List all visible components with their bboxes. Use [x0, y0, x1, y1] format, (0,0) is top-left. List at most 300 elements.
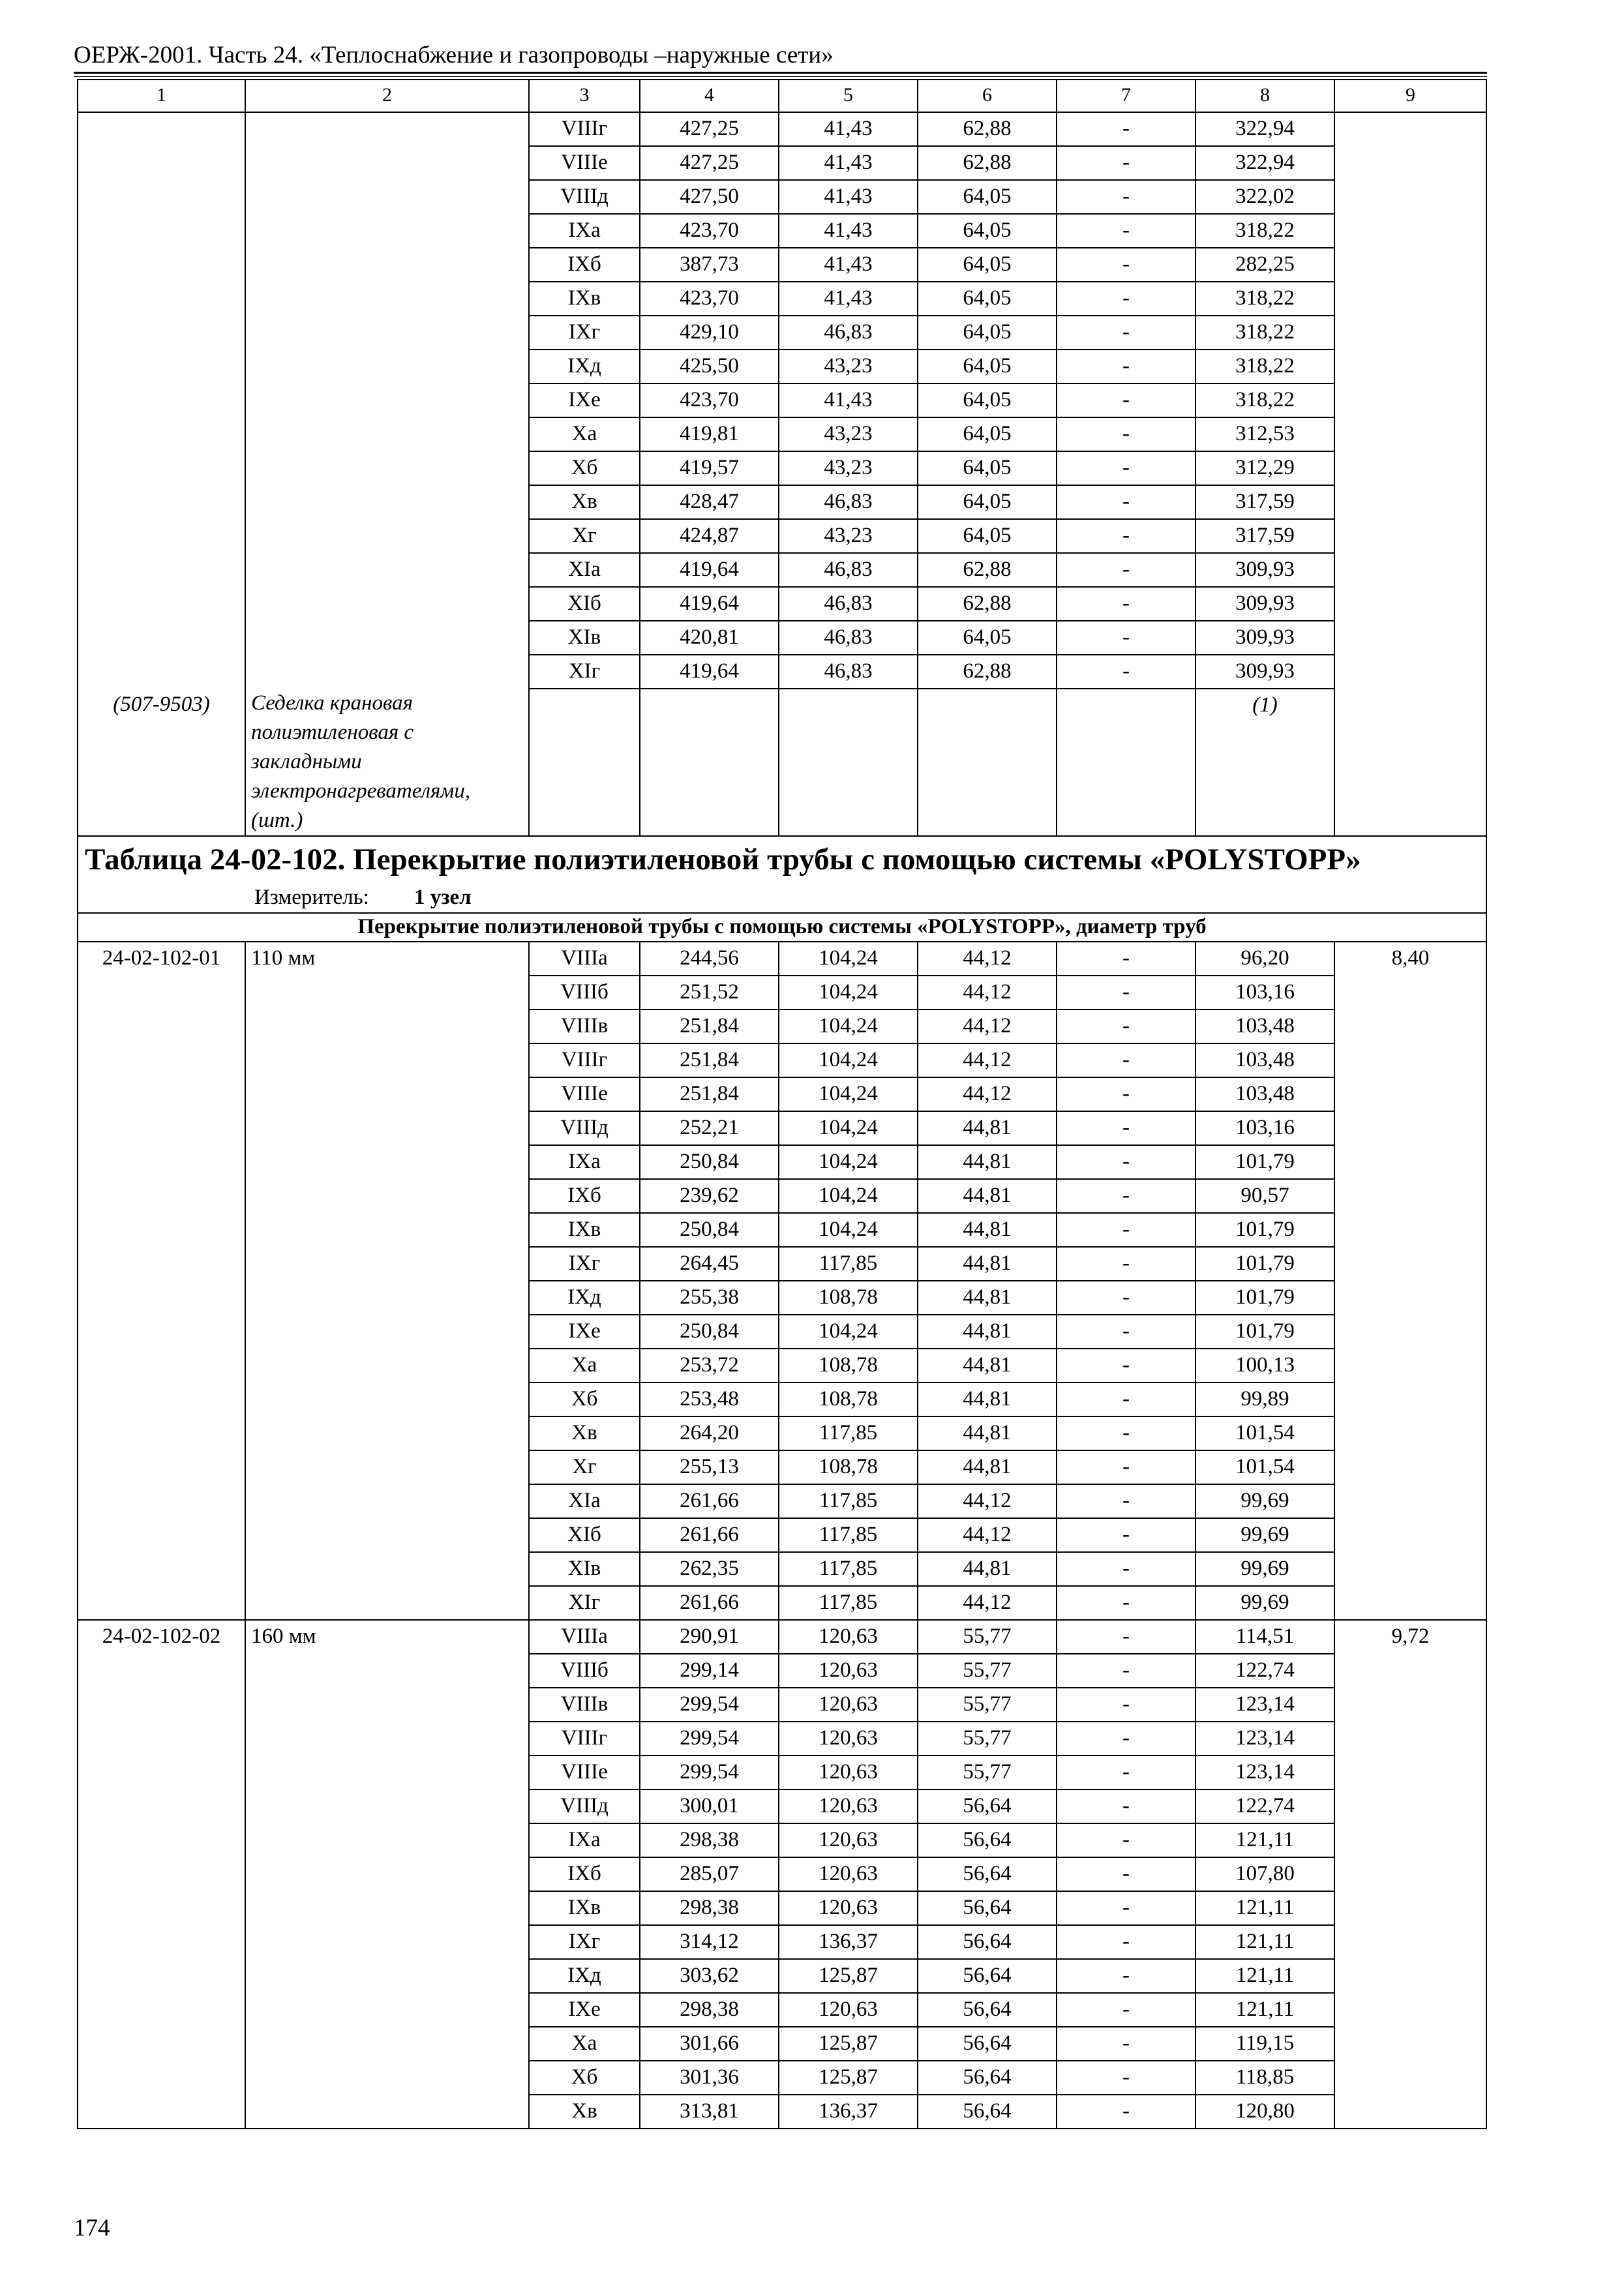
- name-cell: [245, 1315, 529, 1349]
- value-cell: 314,12: [640, 1925, 779, 1959]
- value-cell: -: [1057, 1620, 1195, 1654]
- column-number: 4: [640, 80, 779, 112]
- col9-cell: [1334, 2095, 1486, 2129]
- value-cell: -: [1057, 1349, 1195, 1383]
- value-cell: 299,54: [640, 1756, 779, 1789]
- column-number: 7: [1057, 80, 1195, 112]
- value-cell: 44,81: [918, 1552, 1057, 1586]
- col9-cell: [1334, 1010, 1486, 1043]
- value-cell: 318,22: [1195, 214, 1334, 248]
- value-cell: VIIIд: [529, 1789, 640, 1823]
- table-title-row: [78, 836, 1486, 884]
- col9-cell: [1334, 1416, 1486, 1450]
- name-cell: [245, 451, 529, 485]
- col9-cell: [1334, 519, 1486, 553]
- table-row: [78, 1043, 1486, 1077]
- value-cell: -: [1057, 146, 1195, 180]
- value-cell: 318,22: [1195, 350, 1334, 383]
- value-cell: 104,24: [779, 1213, 918, 1247]
- value-cell: 125,87: [779, 2027, 918, 2061]
- value-cell: -: [1057, 1688, 1195, 1722]
- value-cell: 99,69: [1195, 1484, 1334, 1518]
- value-cell: 101,79: [1195, 1281, 1334, 1315]
- col9-cell: [1334, 655, 1486, 689]
- name-cell: [245, 1518, 529, 1552]
- table-row: [78, 1552, 1486, 1586]
- value-cell: -: [1057, 1722, 1195, 1756]
- name-cell: 160 мм: [245, 1620, 529, 1654]
- value-cell: 44,81: [918, 1213, 1057, 1247]
- name-cell: [245, 1925, 529, 1959]
- code-cell: [78, 146, 245, 180]
- code-cell: [78, 621, 245, 655]
- value-cell: 309,93: [1195, 587, 1334, 621]
- code-cell: [78, 1688, 245, 1722]
- value-cell: -: [1057, 1654, 1195, 1688]
- code-cell: [78, 1383, 245, 1416]
- value-cell: -: [1057, 1789, 1195, 1823]
- value-cell: 44,12: [918, 1010, 1057, 1043]
- value-cell: 100,13: [1195, 1349, 1334, 1383]
- column-number: 6: [918, 80, 1057, 112]
- col9-cell: [1334, 1518, 1486, 1552]
- col9-cell: [1334, 350, 1486, 383]
- name-cell: [245, 553, 529, 587]
- table-row: [78, 621, 1486, 655]
- table-row: [78, 1823, 1486, 1857]
- value-cell: 103,48: [1195, 1077, 1334, 1111]
- value-cell: 64,05: [918, 383, 1057, 417]
- name-cell: [245, 2027, 529, 2061]
- value-cell: 64,05: [918, 180, 1057, 214]
- value-cell: 64,05: [918, 316, 1057, 350]
- name-cell: [245, 180, 529, 214]
- value-cell: 103,48: [1195, 1043, 1334, 1077]
- value-cell: 125,87: [779, 2061, 918, 2095]
- header-rule: [74, 72, 1487, 74]
- table-row: [78, 2061, 1486, 2095]
- table-row: [78, 942, 1486, 976]
- table-row: [78, 587, 1486, 621]
- value-cell: 125,87: [779, 1959, 918, 1993]
- code-cell: [78, 2027, 245, 2061]
- value-cell: 120,80: [1195, 2095, 1334, 2129]
- value-cell: 117,85: [779, 1484, 918, 1518]
- value-cell: -: [1057, 976, 1195, 1010]
- table-row: [78, 1789, 1486, 1823]
- table-row: [78, 1722, 1486, 1756]
- value-cell: 104,24: [779, 1145, 918, 1179]
- value-cell: 253,72: [640, 1349, 779, 1383]
- table-row: [78, 1857, 1486, 1891]
- measurement-label: Измеритель:: [254, 886, 369, 909]
- col9-cell: [1334, 621, 1486, 655]
- value-cell: 44,81: [918, 1281, 1057, 1315]
- value-cell: 64,05: [918, 248, 1057, 282]
- col9-cell: [1334, 1043, 1486, 1077]
- value-cell: 301,66: [640, 2027, 779, 2061]
- value-cell: IXe: [529, 383, 640, 417]
- value-cell: -: [1057, 621, 1195, 655]
- column-number: 8: [1195, 80, 1334, 112]
- name-cell: [245, 1349, 529, 1383]
- value-cell: 99,69: [1195, 1552, 1334, 1586]
- col9-cell: [1334, 1925, 1486, 1959]
- table-row: [78, 1756, 1486, 1789]
- value-cell: 261,66: [640, 1586, 779, 1620]
- value-cell: 55,77: [918, 1620, 1057, 1654]
- code-cell: [78, 1959, 245, 1993]
- table-row: [78, 1450, 1486, 1484]
- value-cell: VIIIг: [529, 1043, 640, 1077]
- name-cell: [245, 655, 529, 689]
- value-cell: 56,64: [918, 1823, 1057, 1857]
- value-cell: 123,14: [1195, 1722, 1334, 1756]
- value-cell: 309,93: [1195, 553, 1334, 587]
- value-cell: 121,11: [1195, 1959, 1334, 1993]
- value-cell: 41,43: [779, 214, 918, 248]
- value-cell: 120,63: [779, 1823, 918, 1857]
- value-cell: 309,93: [1195, 621, 1334, 655]
- value-cell: 44,12: [918, 1484, 1057, 1518]
- value-cell: 299,54: [640, 1722, 779, 1756]
- value-cell: 101,79: [1195, 1145, 1334, 1179]
- value-cell: 64,05: [918, 485, 1057, 519]
- code-cell: [78, 1179, 245, 1213]
- value-cell: IXe: [529, 1993, 640, 2027]
- value-cell: Xб: [529, 1383, 640, 1416]
- table-row: [78, 1688, 1486, 1722]
- value-cell: -: [1057, 1993, 1195, 2027]
- value-cell: 300,01: [640, 1789, 779, 1823]
- value-cell: 251,84: [640, 1043, 779, 1077]
- value-cell: -: [1057, 1281, 1195, 1315]
- value-cell: 424,87: [640, 519, 779, 553]
- value-cell: VIIIд: [529, 1111, 640, 1145]
- value-cell: VIIIa: [529, 942, 640, 976]
- name-cell: [245, 316, 529, 350]
- value-cell: 107,80: [1195, 1857, 1334, 1891]
- value-cell: 121,11: [1195, 1925, 1334, 1959]
- value-cell: 419,81: [640, 417, 779, 451]
- table-row: [78, 1959, 1486, 1993]
- name-cell: [245, 485, 529, 519]
- col9-cell: [1334, 1891, 1486, 1925]
- value-cell: -: [1057, 180, 1195, 214]
- table-row: [78, 485, 1486, 519]
- value-cell: 423,70: [640, 383, 779, 417]
- value-cell: 56,64: [918, 2061, 1057, 2095]
- value-cell: 309,93: [1195, 655, 1334, 689]
- value-cell: 44,81: [918, 1383, 1057, 1416]
- value-cell: 64,05: [918, 417, 1057, 451]
- value-cell: IXв: [529, 1891, 640, 1925]
- code-cell: [78, 1247, 245, 1281]
- code-cell: [78, 485, 245, 519]
- code-cell: [78, 2061, 245, 2095]
- value-cell: Xa: [529, 2027, 640, 2061]
- value-cell: Xб: [529, 2061, 640, 2095]
- table-row: [78, 519, 1486, 553]
- name-cell: [245, 976, 529, 1010]
- value-cell: -: [1057, 1213, 1195, 1247]
- value-cell: -: [1057, 1315, 1195, 1349]
- value-cell: 239,62: [640, 1179, 779, 1213]
- value-cell: 46,83: [779, 316, 918, 350]
- value-cell: 261,66: [640, 1484, 779, 1518]
- value-cell: 253,48: [640, 1383, 779, 1416]
- table-row: [78, 1416, 1486, 1450]
- value-cell: 122,74: [1195, 1654, 1334, 1688]
- subtitle-row: [78, 913, 1486, 942]
- empty-cell: [1334, 689, 1486, 836]
- value-cell: 108,78: [779, 1281, 918, 1315]
- col9-cell: [1334, 417, 1486, 451]
- value-cell: 427,50: [640, 180, 779, 214]
- value-cell: -: [1057, 1179, 1195, 1213]
- value-cell: 429,10: [640, 316, 779, 350]
- value-cell: 104,24: [779, 1043, 918, 1077]
- value-cell: 322,94: [1195, 146, 1334, 180]
- value-cell: 318,22: [1195, 383, 1334, 417]
- code-cell: [78, 1722, 245, 1756]
- value-cell: 46,83: [779, 655, 918, 689]
- value-cell: 44,81: [918, 1315, 1057, 1349]
- value-cell: 99,69: [1195, 1518, 1334, 1552]
- table-row: [78, 976, 1486, 1010]
- table-row: [78, 655, 1486, 689]
- name-cell: [245, 587, 529, 621]
- value-cell: 120,63: [779, 1620, 918, 1654]
- col9-cell: [1334, 1281, 1486, 1315]
- value-cell: 117,85: [779, 1586, 918, 1620]
- value-cell: 317,59: [1195, 485, 1334, 519]
- col9-cell: [1334, 1349, 1486, 1383]
- value-cell: 56,64: [918, 1789, 1057, 1823]
- value-cell: 44,12: [918, 976, 1057, 1010]
- value-cell: -: [1057, 2095, 1195, 2129]
- name-cell: [245, 1993, 529, 2027]
- value-cell: 43,23: [779, 451, 918, 485]
- value-cell: IXд: [529, 1281, 640, 1315]
- name-cell: [245, 1213, 529, 1247]
- col9-cell: [1334, 1993, 1486, 2027]
- value-cell: 44,12: [918, 1043, 1057, 1077]
- value-cell: VIIIг: [529, 1722, 640, 1756]
- col9-cell: [1334, 1247, 1486, 1281]
- code-cell: [78, 1789, 245, 1823]
- code-cell: [78, 1281, 245, 1315]
- value-cell: 103,16: [1195, 976, 1334, 1010]
- col9-cell: [1334, 1111, 1486, 1145]
- empty-cell: [1057, 689, 1195, 836]
- value-cell: 117,85: [779, 1416, 918, 1450]
- col9-cell: [1334, 1654, 1486, 1688]
- value-cell: 43,23: [779, 417, 918, 451]
- value-cell: 120,63: [779, 1654, 918, 1688]
- value-cell: 419,57: [640, 451, 779, 485]
- value-cell: IXг: [529, 1247, 640, 1281]
- col9-cell: [1334, 112, 1486, 146]
- value-cell: XIв: [529, 1552, 640, 1586]
- value-cell: -: [1057, 350, 1195, 383]
- value-cell: 255,38: [640, 1281, 779, 1315]
- value-cell: 101,54: [1195, 1450, 1334, 1484]
- code-cell: [78, 1416, 245, 1450]
- col9-cell: [1334, 1722, 1486, 1756]
- value-cell: 251,84: [640, 1077, 779, 1111]
- value-cell: 103,16: [1195, 1111, 1334, 1145]
- material-code: (507-9503): [78, 689, 245, 836]
- value-cell: 121,11: [1195, 1891, 1334, 1925]
- value-cell: 318,22: [1195, 316, 1334, 350]
- value-cell: -: [1057, 1552, 1195, 1586]
- code-cell: [78, 1315, 245, 1349]
- value-cell: -: [1057, 1111, 1195, 1145]
- value-cell: 41,43: [779, 248, 918, 282]
- value-cell: 318,22: [1195, 282, 1334, 316]
- value-cell: IXa: [529, 214, 640, 248]
- value-cell: 41,43: [779, 180, 918, 214]
- value-cell: 322,94: [1195, 112, 1334, 146]
- code-cell: [78, 1010, 245, 1043]
- value-cell: 64,05: [918, 282, 1057, 316]
- table-row: [78, 180, 1486, 214]
- table-row: [78, 1349, 1486, 1383]
- value-cell: 251,84: [640, 1010, 779, 1043]
- value-cell: 55,77: [918, 1688, 1057, 1722]
- value-cell: Xa: [529, 417, 640, 451]
- value-cell: 46,83: [779, 553, 918, 587]
- name-cell: [245, 519, 529, 553]
- value-cell: 46,83: [779, 485, 918, 519]
- code-cell: [78, 417, 245, 451]
- value-cell: -: [1057, 942, 1195, 976]
- value-cell: -: [1057, 519, 1195, 553]
- col9-cell: [1334, 1823, 1486, 1857]
- value-cell: 282,25: [1195, 248, 1334, 282]
- code-cell: [78, 1518, 245, 1552]
- value-cell: 419,64: [640, 655, 779, 689]
- name-cell: [245, 1111, 529, 1145]
- value-cell: -: [1057, 1010, 1195, 1043]
- value-cell: VIIIг: [529, 112, 640, 146]
- col9-cell: [1334, 1959, 1486, 1993]
- column-number: 3: [529, 80, 640, 112]
- header-rule-thin: [74, 76, 1487, 77]
- value-cell: 64,05: [918, 350, 1057, 383]
- name-cell: [245, 146, 529, 180]
- table-row: [78, 451, 1486, 485]
- value-cell: 317,59: [1195, 519, 1334, 553]
- value-cell: 123,14: [1195, 1688, 1334, 1722]
- name-cell: [245, 282, 529, 316]
- value-cell: -: [1057, 1518, 1195, 1552]
- value-cell: 117,85: [779, 1518, 918, 1552]
- col9-cell: [1334, 1315, 1486, 1349]
- value-cell: 104,24: [779, 1315, 918, 1349]
- value-cell: 120,63: [779, 1722, 918, 1756]
- value-cell: 290,91: [640, 1620, 779, 1654]
- value-cell: 108,78: [779, 1383, 918, 1416]
- value-cell: XIб: [529, 1518, 640, 1552]
- name-cell: 110 мм: [245, 942, 529, 976]
- code-cell: [78, 112, 245, 146]
- name-cell: [245, 1179, 529, 1213]
- value-cell: 55,77: [918, 1654, 1057, 1688]
- name-cell: [245, 1552, 529, 1586]
- col9-cell: [1334, 485, 1486, 519]
- value-cell: 312,29: [1195, 451, 1334, 485]
- name-cell: [245, 2061, 529, 2095]
- col9-cell: [1334, 146, 1486, 180]
- value-cell: 301,36: [640, 2061, 779, 2095]
- value-cell: 104,24: [779, 942, 918, 976]
- table-row: [78, 1145, 1486, 1179]
- value-cell: 62,88: [918, 587, 1057, 621]
- name-cell: [245, 1145, 529, 1179]
- value-cell: -: [1057, 282, 1195, 316]
- value-cell: 62,88: [918, 655, 1057, 689]
- code-cell: [78, 1857, 245, 1891]
- code-cell: [78, 1993, 245, 2027]
- col9-cell: [1334, 248, 1486, 282]
- page-number: 174: [74, 2215, 110, 2241]
- value-cell: VIIIa: [529, 1620, 640, 1654]
- code-cell: [78, 1450, 245, 1484]
- code-cell: [78, 519, 245, 553]
- value-cell: 299,54: [640, 1688, 779, 1722]
- value-cell: IXб: [529, 1857, 640, 1891]
- col9-cell: [1334, 587, 1486, 621]
- value-cell: -: [1057, 112, 1195, 146]
- value-cell: 104,24: [779, 1010, 918, 1043]
- table-row: [78, 1281, 1486, 1315]
- value-cell: -: [1057, 1247, 1195, 1281]
- code-cell: [78, 2095, 245, 2129]
- value-cell: 261,66: [640, 1518, 779, 1552]
- value-cell: 64,05: [918, 621, 1057, 655]
- value-cell: 56,64: [918, 1959, 1057, 1993]
- code-cell: [78, 1654, 245, 1688]
- table-row: [78, 1010, 1486, 1043]
- value-cell: 44,12: [918, 1586, 1057, 1620]
- value-cell: 44,81: [918, 1247, 1057, 1281]
- value-cell: 56,64: [918, 2027, 1057, 2061]
- table-row: [78, 316, 1486, 350]
- value-cell: -: [1057, 214, 1195, 248]
- value-cell: 120,63: [779, 1688, 918, 1722]
- value-cell: IXв: [529, 1213, 640, 1247]
- value-cell: 104,24: [779, 976, 918, 1010]
- value-cell: 108,78: [779, 1349, 918, 1383]
- empty-cell: [779, 689, 918, 836]
- value-cell: 250,84: [640, 1213, 779, 1247]
- empty-cell: [918, 689, 1057, 836]
- column-number: 1: [78, 80, 245, 112]
- code-cell: [78, 1891, 245, 1925]
- code-cell: 24-02-102-02: [78, 1620, 245, 1654]
- col9-cell: 9,72: [1334, 1620, 1486, 1654]
- value-cell: 298,38: [640, 1823, 779, 1857]
- material-name: Седелка крановая полиэтиленовая с закладными электронагревателями, (шт.): [245, 689, 529, 836]
- code-cell: [78, 282, 245, 316]
- value-cell: 252,21: [640, 1111, 779, 1145]
- table-row: [78, 1383, 1486, 1416]
- value-cell: 298,38: [640, 1891, 779, 1925]
- value-cell: 64,05: [918, 214, 1057, 248]
- value-cell: 262,35: [640, 1552, 779, 1586]
